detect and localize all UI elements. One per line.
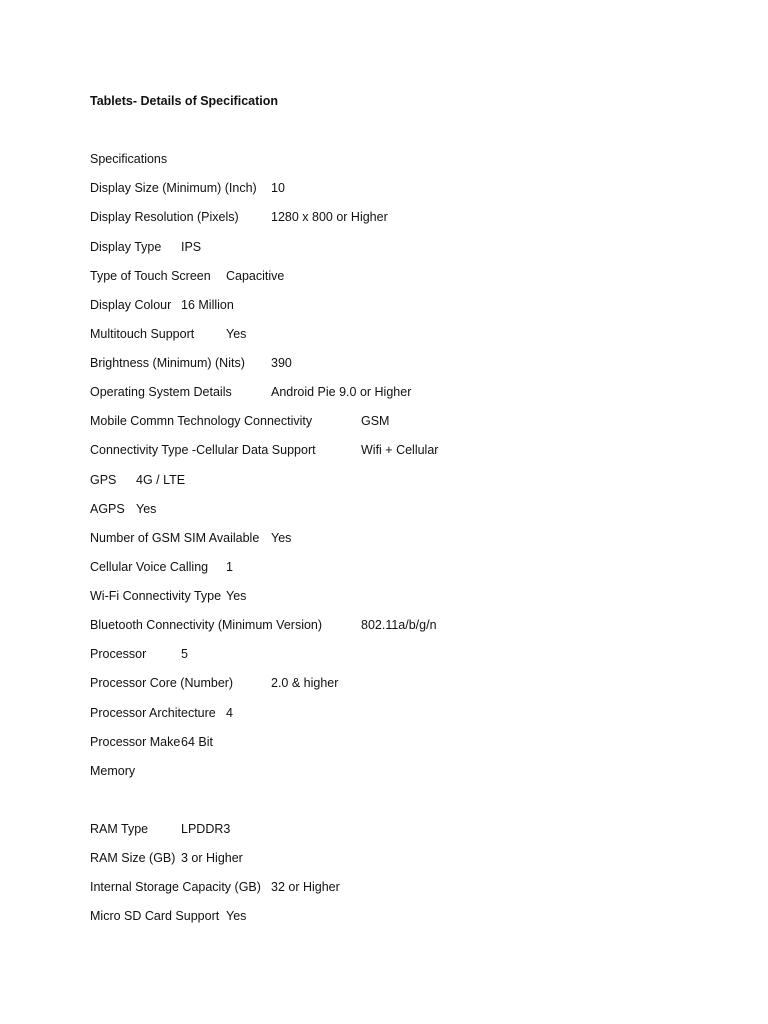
spec-line <box>90 617 730 633</box>
spec-value: 3 or Higher <box>181 851 243 865</box>
spec-label: Brightness (Minimum) (Nits) <box>90 356 245 370</box>
spec-line <box>90 151 730 167</box>
spec-label: Processor Core (Number) <box>90 676 234 690</box>
spec-value: 1 <box>226 560 233 574</box>
spec-value: Yes <box>226 909 247 923</box>
spec-value: 16 Million <box>181 298 234 312</box>
spec-value: 5 <box>181 647 188 661</box>
spec-line <box>90 705 730 721</box>
spec-label: Processor <box>90 647 147 661</box>
spec-label: Specifications <box>90 152 168 166</box>
spec-line <box>90 879 730 895</box>
spec-label: RAM Size (GB) <box>90 851 176 865</box>
spec-label: Display Colour <box>90 298 172 312</box>
spec-label: Bluetooth Connectivity (Minimum Version) <box>90 618 323 632</box>
spec-line <box>90 850 730 866</box>
spec-value: Capacitive <box>226 269 285 283</box>
spec-value: 802.11a/b/g/n <box>361 618 437 632</box>
spec-line <box>90 734 730 750</box>
spec-value: 390 <box>271 356 292 370</box>
spec-value: LPDDR3 <box>181 822 231 836</box>
spec-line <box>90 530 730 546</box>
spec-label: Mobile Commn Technology Connectivity <box>90 414 313 428</box>
spec-value: Android Pie 9.0 or Higher <box>271 385 412 399</box>
document-title: Tablets- Details of Specification <box>90 94 279 108</box>
spec-label: Cellular Voice Calling <box>90 560 209 574</box>
spec-label: AGPS <box>90 502 125 516</box>
spec-value: Wifi + Cellular <box>361 443 439 457</box>
spec-label: Processor Architecture <box>90 706 216 720</box>
spec-line <box>90 239 730 255</box>
spec-label: Multitouch Support <box>90 327 195 341</box>
spec-line <box>90 297 730 313</box>
spec-line <box>90 326 730 342</box>
spec-label: Type of Touch Screen <box>90 269 211 283</box>
spec-label: Processor Make <box>90 735 181 749</box>
spec-label: RAM Type <box>90 822 149 836</box>
spec-label: GPS <box>90 473 117 487</box>
spec-value: 64 Bit <box>181 735 213 749</box>
spec-label: Internal Storage Capacity (GB) <box>90 880 261 894</box>
spec-line <box>90 472 730 488</box>
spec-line <box>90 821 730 837</box>
spec-line <box>90 180 730 196</box>
spec-line <box>90 763 730 779</box>
spec-line <box>90 209 730 225</box>
spec-line <box>90 559 730 575</box>
spec-line <box>90 908 730 924</box>
spec-value: 1280 x 800 or Higher <box>271 210 388 224</box>
spec-value: 10 <box>271 181 285 195</box>
spec-label: Connectivity Type -Cellular Data Support <box>90 443 316 457</box>
spec-label: Memory <box>90 764 136 778</box>
spec-value: IPS <box>181 240 202 254</box>
spec-value: Yes <box>226 589 247 603</box>
spec-label: Micro SD Card Support <box>90 909 220 923</box>
spec-line <box>90 384 730 400</box>
spec-label: Number of GSM SIM Available <box>90 531 260 545</box>
spec-line <box>90 501 730 517</box>
spec-value: 32 or Higher <box>271 880 340 894</box>
spec-value: 2.0 & higher <box>271 676 339 690</box>
spec-value: 4G / LTE <box>136 473 186 487</box>
spec-label: Display Type <box>90 240 162 254</box>
spec-label: Display Resolution (Pixels) <box>90 210 239 224</box>
spec-label: Wi-Fi Connectivity Type <box>90 589 222 603</box>
spec-line <box>90 442 730 458</box>
spec-value: GSM <box>361 414 390 428</box>
spec-line <box>90 588 730 604</box>
spec-value: Yes <box>226 327 247 341</box>
spec-line <box>90 646 730 662</box>
spec-value: Yes <box>271 531 292 545</box>
spec-line <box>90 355 730 371</box>
spec-value: 4 <box>226 706 233 720</box>
spec-line <box>90 675 730 691</box>
spec-line <box>90 413 730 429</box>
spec-line <box>90 268 730 284</box>
spec-label: Display Size (Minimum) (Inch) <box>90 181 257 195</box>
spec-value: Yes <box>136 502 157 516</box>
spec-label: Operating System Details <box>90 385 232 399</box>
